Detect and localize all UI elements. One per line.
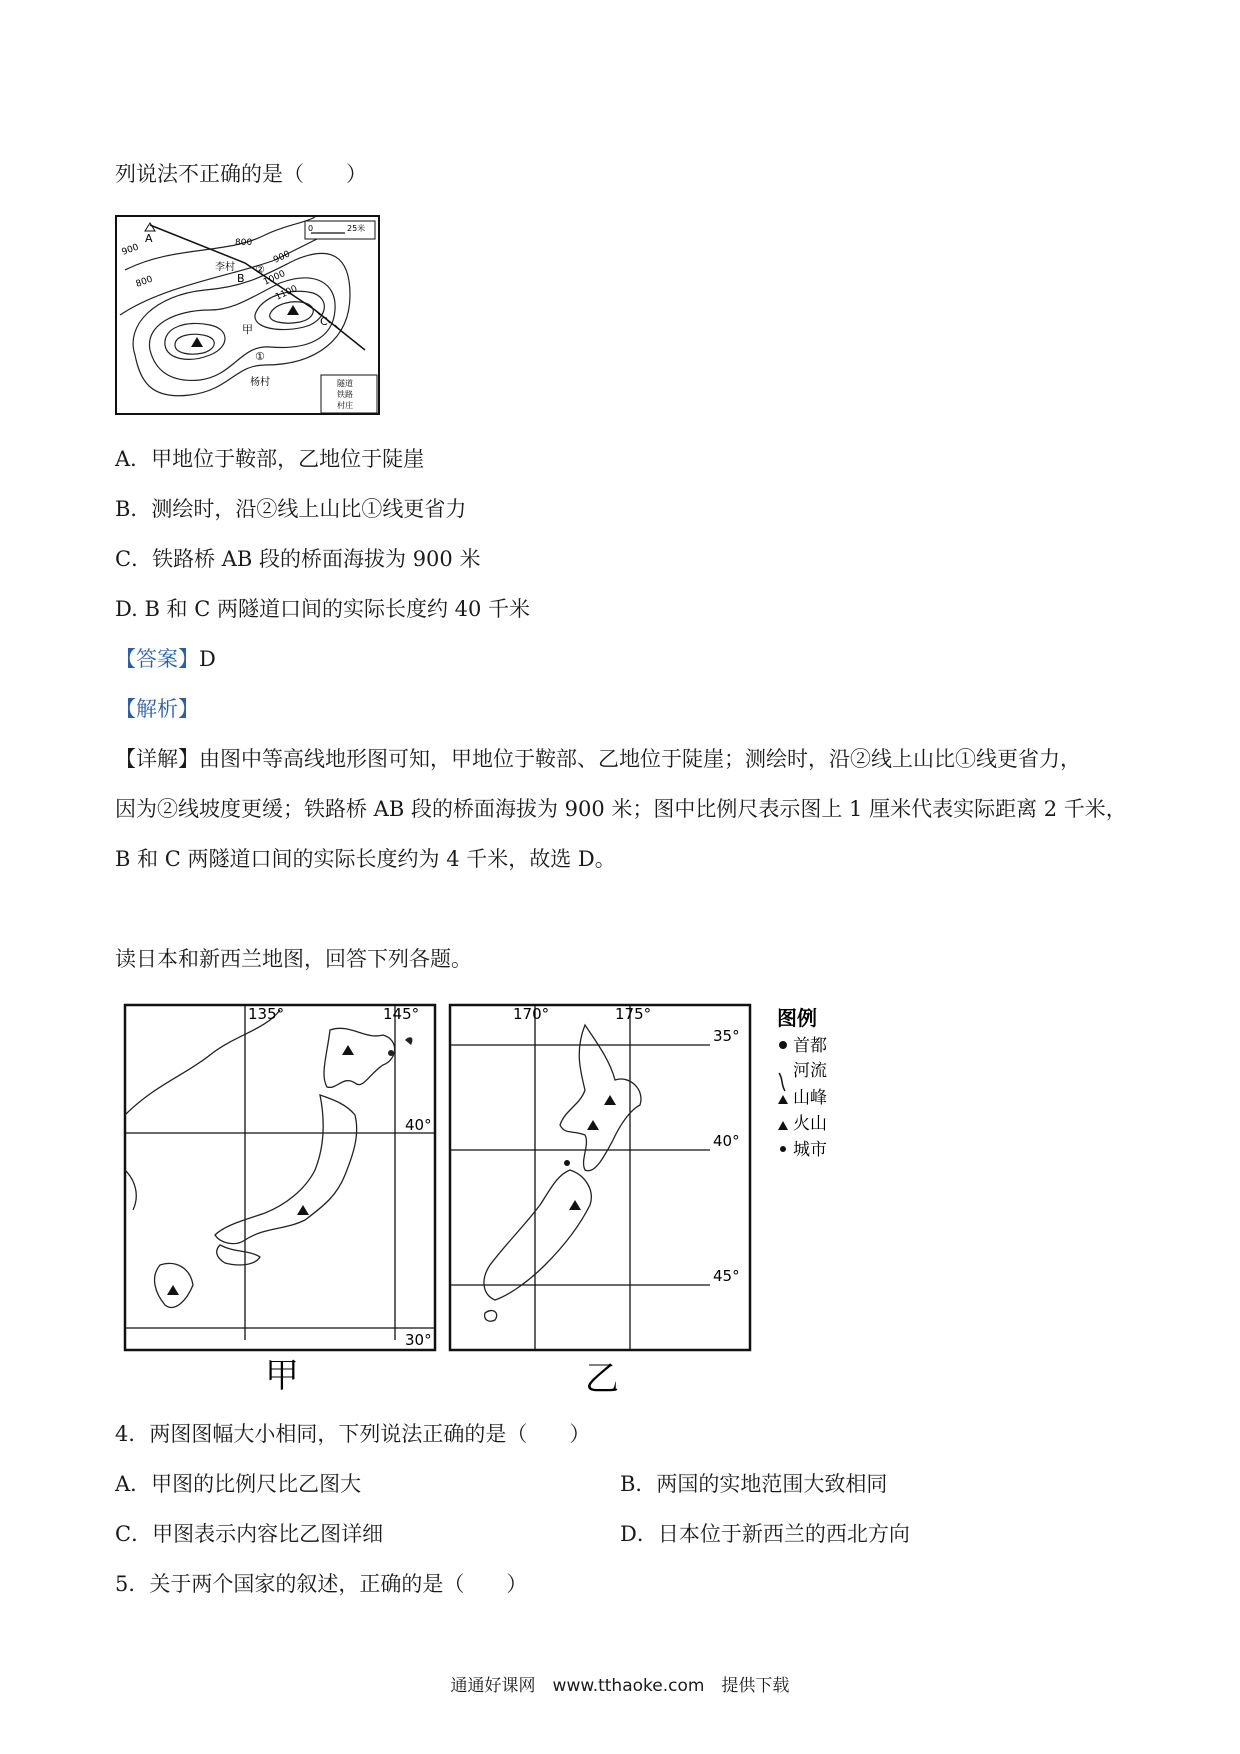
option-c: C．铁路桥 AB 段的桥面海拔为 900 米 xyxy=(115,547,481,571)
svg-text:800: 800 xyxy=(134,274,155,290)
map-label-c: C xyxy=(320,315,328,328)
detail-line-2: 因为②线坡度更缓；铁路桥 AB 段的桥面海拔为 900 米；图中比例尺表示图上 1 厘米代表实际距离 2 千米， xyxy=(115,797,1127,821)
svg-text:170°: 170° xyxy=(513,1005,550,1023)
svg-text:山峰: 山峰 xyxy=(793,1088,827,1108)
new-zealand-map xyxy=(445,995,765,1399)
svg-text:首都: 首都 xyxy=(793,1036,827,1056)
map-label-b: B xyxy=(237,272,245,285)
answer-value: D xyxy=(199,647,216,671)
analysis-label: 【解析】 xyxy=(115,697,199,721)
svg-text:25米: 25米 xyxy=(347,224,366,233)
map-caption-jia: 甲 xyxy=(265,1356,299,1395)
svg-text:火山: 火山 xyxy=(793,1114,827,1134)
map-label-village1: 李村 xyxy=(215,262,235,273)
q4-option-b: B．两国的实地范围大致相同 xyxy=(620,1472,888,1496)
detail-label: 【详解】 xyxy=(115,747,199,771)
svg-text:铁路: 铁路 xyxy=(337,390,353,399)
q4-option-c: C．甲图表示内容比乙图详细 xyxy=(115,1522,384,1546)
svg-text:40°: 40° xyxy=(713,1132,740,1150)
svg-text:河流: 河流 xyxy=(793,1061,827,1081)
answer-label: 【答案】 xyxy=(115,647,199,671)
map-legend xyxy=(775,1003,855,1177)
svg-text:800: 800 xyxy=(235,238,253,248)
svg-text:900: 900 xyxy=(272,249,292,266)
svg-text:35°: 35° xyxy=(713,1027,740,1045)
svg-text:135°: 135° xyxy=(248,1005,285,1023)
q4-option-d: D．日本位于新西兰的西北方向 xyxy=(620,1522,910,1546)
map-label-route2: ② xyxy=(255,263,265,276)
svg-text:145°: 145° xyxy=(383,1005,420,1023)
group-intro: 读日本和新西兰地图，回答下列各题。 xyxy=(115,947,472,971)
option-b: B．测绘时，沿②线上山比①线更省力 xyxy=(115,497,467,521)
svg-text:175°: 175° xyxy=(615,1005,652,1023)
japan-map xyxy=(115,995,445,1399)
option-a: A．甲地位于鞍部，乙地位于陡崖 xyxy=(115,447,425,471)
map-label-route1: ① xyxy=(255,350,265,363)
map-label-village2: 杨村 xyxy=(250,377,270,388)
contour-map xyxy=(115,215,380,419)
q5-stem: 5．关于两个国家的叙述，正确的是（ ） xyxy=(115,1572,528,1596)
svg-text:1000: 1000 xyxy=(262,268,288,288)
page-footer: 通通好课网 www.tthaoke.com 提供下载 xyxy=(450,1676,790,1696)
q4-option-a: A．甲图的比例尺比乙图大 xyxy=(115,1472,362,1496)
svg-text:900: 900 xyxy=(120,242,141,258)
svg-text:城市: 城市 xyxy=(793,1140,827,1160)
question-stem-tail: 列说法不正确的是（ ） xyxy=(115,162,367,186)
legend-title: 图例 xyxy=(777,1006,817,1030)
svg-text:40°: 40° xyxy=(405,1116,432,1134)
detail-line-3: B 和 C 两隧道口间的实际长度约为 4 千米，故选 D。 xyxy=(115,847,616,871)
svg-text:30°: 30° xyxy=(405,1331,432,1349)
svg-text:村庄: 村庄 xyxy=(337,401,353,410)
map-label-a: A xyxy=(145,232,153,245)
svg-text:1100: 1100 xyxy=(274,283,300,303)
svg-text:45°: 45° xyxy=(713,1267,740,1285)
map-caption-yi: 乙 xyxy=(585,1359,619,1395)
answer-line xyxy=(115,645,216,673)
svg-text:隧道: 隧道 xyxy=(337,379,353,388)
svg-text:0: 0 xyxy=(308,224,314,233)
detail-line-1: 【详解】由图中等高线地形图可知，甲地位于鞍部、乙地位于陡崖；测绘时，沿②线上山比①线更省力， xyxy=(115,747,1081,771)
q4-stem: 4．两图图幅大小相同，下列说法正确的是（ ） xyxy=(115,1422,591,1446)
map-label-jia: 甲 xyxy=(242,323,253,336)
option-d: D. B 和 C 两隧道口间的实际长度约 40 千米 xyxy=(115,597,531,621)
